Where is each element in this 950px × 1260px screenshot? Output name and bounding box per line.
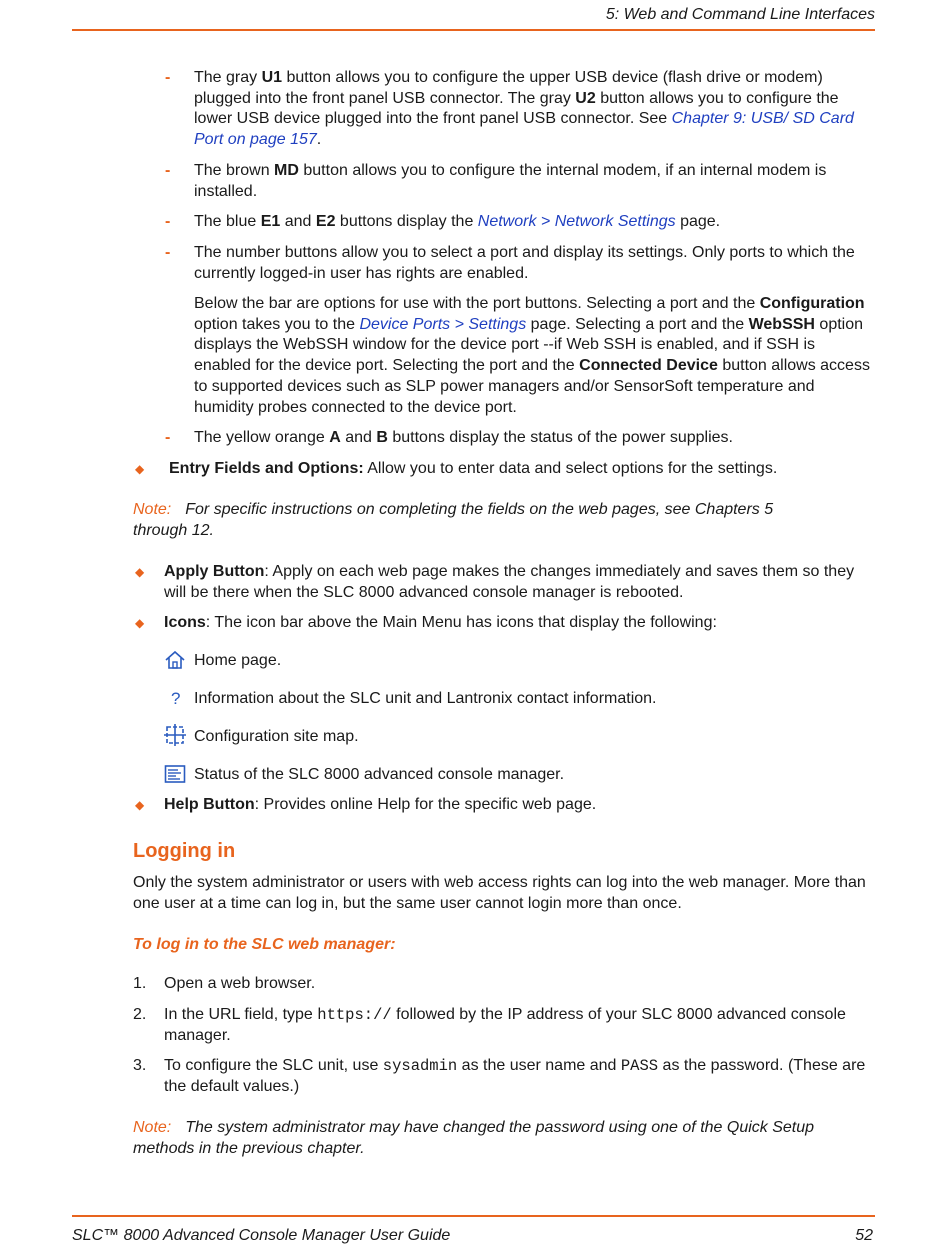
dash-bullet: - — [165, 429, 171, 446]
step-number: 3. — [133, 1057, 147, 1074]
dash-bullet: - — [165, 162, 171, 179]
sitemap-icon — [164, 724, 186, 746]
note-chapters: Note: For specific instructions on completing the fields on the web pages, see Chapters 5 through 12. — [133, 501, 774, 539]
step-2: In the URL field, type https:// followed by the IP address of your SLC 8000 advanced console manager. — [164, 1006, 846, 1044]
dash-bullet: - — [165, 213, 171, 230]
question-icon — [164, 687, 186, 709]
page-number: 52 — [855, 1227, 873, 1244]
status-icon — [164, 763, 186, 785]
bullet-icons: Icons: The icon bar above the Main Menu has icons that display the following: — [164, 614, 717, 631]
step-number: 1. — [133, 975, 147, 992]
bullet-apply-button: Apply Button: Apply on each web page makes the changes immediately and saves them so they will be there when the SLC 8000 advanced console manager is rebooted. — [164, 563, 855, 601]
sub-item-a-b: The yellow orange A and B buttons display the status of the power supplies. — [194, 429, 733, 446]
procedure-title: To log in to the SLC web manager: — [133, 936, 396, 953]
network-settings-link[interactable]: Network > Network Settings — [477, 213, 676, 230]
bullet-entry-fields: Entry Fields and Options: Allow you to enter data and select options for the settings. — [169, 460, 778, 477]
step-number: 2. — [133, 1006, 147, 1023]
dash-bullet: - — [165, 69, 171, 86]
device-ports-settings-link[interactable]: Device Ports > Settings — [359, 315, 527, 333]
port-options-paragraph: Below the bar are options for use with the port buttons. Selecting a port and the Configuration option takes you to the Device Ports > Settings page. Selecting a port and the WebSSH option displays the WebSSH window for the device port --if Web SSH is enabled, and if SSH is enabled for the device port. Selecting the port and the Connected Device button allows access to supported devices such as SLP power managers and/or SensorSoft temperature and humidity probes connected to the device port. — [194, 295, 870, 416]
sub-item-md: The brown MD button allows you to configure the internal modem, if an internal modem is installed. — [194, 162, 827, 200]
diamond-bullet: ◆ — [135, 798, 145, 812]
running-header: 5: Web and Command Line Interfaces — [605, 6, 875, 23]
sub-item-number-buttons: The number buttons allow you to select a port and display its settings. Only ports to which the currently logged-in user has rights are enabled. — [194, 244, 855, 282]
step-3: To configure the SLC unit, use sysadmin as the user name and PASS as the password. (These are the default values.) — [164, 1057, 866, 1095]
section-title: Logging in — [133, 840, 236, 862]
icon-desc-home: Home page. — [194, 652, 282, 669]
svg-text:?: ? — [171, 689, 181, 708]
header-rule — [72, 29, 875, 31]
section-intro: Only the system administrator or users with web access rights can log into the web manager. More than one user at a time can log in, but the same user cannot login more than once. — [133, 874, 866, 912]
icon-desc-sitemap: Configuration site map. — [194, 728, 359, 745]
footer-title: SLC™ 8000 Advanced Console Manager User Guide — [72, 1227, 451, 1244]
sub-item-u1-u2: The gray U1 button allows you to configure the upper USB device (flash drive or modem) plugged into the front panel USB connector. The gray U2 button allows you to configure the lower USB device plugged into the front panel USB connector. See Chapter 9: USB/ SD Card Port on page 157. — [194, 69, 854, 149]
icon-desc-status: Status of the SLC 8000 advanced console manager. — [194, 766, 565, 783]
step-1: Open a web browser. — [164, 975, 316, 992]
note-password: Note: The system administrator may have changed the password using one of the Quick Setup methods in the previous chapter. — [133, 1119, 815, 1157]
chapter-9-link[interactable]: Chapter 9: USB/ SD Card Port on page 157 — [194, 110, 854, 149]
diamond-bullet: ◆ — [135, 565, 145, 579]
icon-desc-info: Information about the SLC unit and Lantronix contact information. — [194, 690, 657, 707]
diamond-bullet: ◆ — [135, 462, 145, 476]
bullet-help-button: Help Button: Provides online Help for the specific web page. — [164, 796, 597, 813]
sub-item-e1-e2: The blue E1 and E2 buttons display the Network > Network Settings page. — [194, 213, 721, 230]
dash-bullet: - — [165, 244, 171, 261]
footer-rule — [72, 1215, 875, 1217]
home-icon — [164, 649, 186, 671]
diamond-bullet: ◆ — [135, 616, 145, 630]
